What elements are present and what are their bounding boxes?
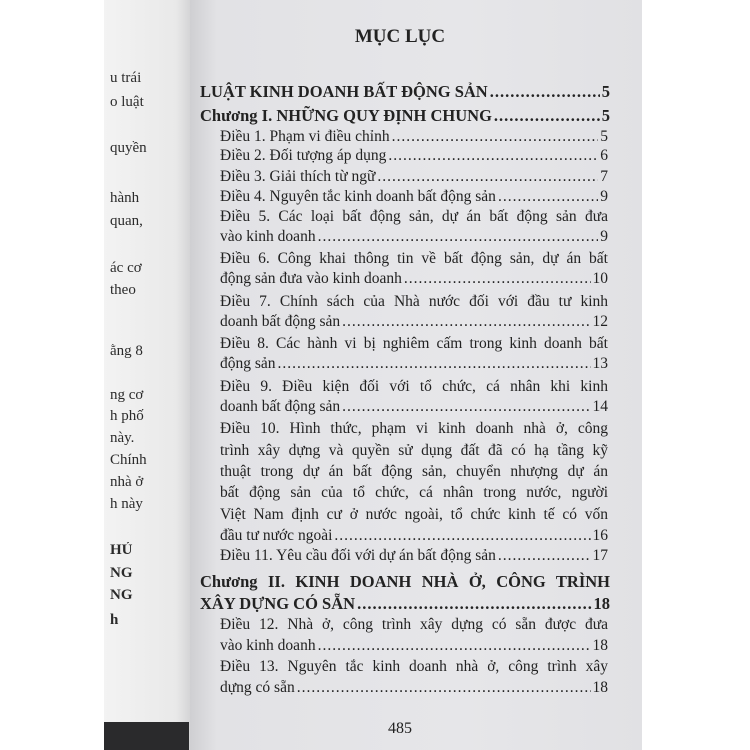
toc-line <box>220 462 608 482</box>
left-page-text-fragment: u trái <box>110 70 142 86</box>
toc-entry-text: bất động sản của tổ chức, cá nhân trong nước, người <box>220 484 608 501</box>
toc-entry-text: động sản <box>220 355 276 372</box>
toc-page-number: 18 <box>593 594 610 613</box>
toc-entry-text: Điều 7. Chính sách của Nhà nước đối với đầu tư kinh <box>220 293 608 310</box>
toc-page-number: 16 <box>592 527 608 544</box>
left-page-text-fragment: quyền <box>110 140 147 156</box>
toc-entry-text: XÂY DỰNG CÓ SẴN <box>200 594 356 613</box>
toc-page-number: 14 <box>592 398 608 415</box>
toc-line <box>220 546 608 566</box>
dot-leader <box>498 546 591 566</box>
page-number: 485 <box>388 720 412 737</box>
toc-entry-text: Điều 5. Các loại bất động sản, dự án bất động sản đưa <box>220 208 608 225</box>
toc-line <box>220 187 608 207</box>
left-page-text-fragment: ng cơ <box>110 387 144 403</box>
dot-leader <box>278 354 591 374</box>
dot-leader <box>297 678 591 698</box>
toc-line <box>220 207 608 227</box>
toc-entry-text: vào kinh doanh <box>220 637 316 654</box>
toc-line <box>200 106 610 126</box>
toc-line <box>220 227 608 247</box>
toc-entry-text: thuật trong dự án bất động sản, chuyển nhượng dự án <box>220 463 608 480</box>
toc-entry-text: Điều 2. Đối tượng áp dụng <box>220 147 387 164</box>
left-page-text-fragment: ác cơ <box>110 260 142 276</box>
toc-line <box>220 636 608 656</box>
toc-page-number: 5 <box>601 82 610 101</box>
toc-line <box>220 441 608 461</box>
toc-line <box>200 82 610 102</box>
dot-leader <box>494 106 600 126</box>
toc-line <box>220 419 608 439</box>
left-page-text-fragment: ằng 8 <box>110 343 143 359</box>
left-page-text-fragment: h <box>110 612 119 628</box>
left-page <box>104 0 194 750</box>
page-title: MỤC LỤC <box>354 26 446 47</box>
toc-entry-text: Điều 10. Hình thức, phạm vi kinh doanh nhà ở, công <box>220 420 608 437</box>
toc-line <box>220 354 608 374</box>
toc-line <box>220 249 608 269</box>
dot-leader <box>357 594 591 614</box>
toc-line <box>220 377 608 397</box>
toc-page-number: 13 <box>592 355 608 372</box>
dot-leader <box>334 526 590 546</box>
left-page-text-fragment: nhà ở <box>110 474 144 490</box>
toc-entry-text: Chương I. NHỮNG QUY ĐỊNH CHUNG <box>200 106 492 125</box>
toc-page-number: 10 <box>592 270 608 287</box>
toc-entry-text: Điều 11. Yêu cầu đối với dự án bất động sản <box>220 547 496 564</box>
left-page-text-fragment: HỦ <box>110 542 133 558</box>
toc-page-number: 17 <box>592 547 608 564</box>
dot-leader <box>392 127 599 147</box>
toc-entry-text: dựng có sẵn <box>220 679 295 696</box>
toc-line <box>220 657 608 677</box>
toc-page-number: 9 <box>600 188 608 205</box>
toc-entry-text: vào kinh doanh <box>220 228 316 245</box>
toc-page-number: 6 <box>600 147 608 164</box>
toc-entry-text: Điều 13. Nguyên tắc kinh doanh nhà ở, công trình xây <box>220 658 608 675</box>
toc-line <box>220 615 608 635</box>
toc-page-number: 5 <box>601 106 610 125</box>
left-page-text-fragment: NG <box>110 565 133 581</box>
toc-line <box>220 483 608 503</box>
dot-leader <box>342 397 590 417</box>
toc-page-number: 18 <box>592 637 608 654</box>
toc-page-number: 5 <box>600 128 608 145</box>
toc-entry-text: Điều 12. Nhà ở, công trình xây dựng có sẵn được đưa <box>220 616 608 633</box>
toc-line <box>220 505 608 525</box>
toc-line <box>220 678 608 698</box>
toc-line <box>220 334 608 354</box>
dot-leader <box>342 312 590 332</box>
toc-entry-text: LUẬT KINH DOANH BẤT ĐỘNG SẢN <box>200 82 488 101</box>
toc-line <box>220 312 608 332</box>
toc-entry-text: Điều 3. Giải thích từ ngữ <box>220 168 376 185</box>
toc-line <box>220 167 608 187</box>
toc-entry-text: Điều 8. Các hành vi bị nghiêm cấm trong kinh doanh bất <box>220 335 608 352</box>
left-page-text-fragment: h phố <box>110 408 144 424</box>
dot-leader <box>318 227 599 247</box>
toc-line <box>220 269 608 289</box>
left-page-text-fragment: o luật <box>110 94 144 110</box>
left-page-text-fragment: quan, <box>110 213 143 229</box>
toc-entry-text: Chương II. KINH DOANH NHÀ Ở, CÔNG TRÌNH <box>200 572 610 591</box>
toc-entry-text: trình xây dựng và quyền sử dụng đất đã có hạ tầng kỹ <box>220 442 608 459</box>
toc-line <box>220 526 608 546</box>
toc-entry-text: doanh bất động sản <box>220 313 341 330</box>
toc-page-number: 18 <box>592 679 608 696</box>
toc-line <box>220 146 608 166</box>
toc-entry-text: đầu tư nước ngoài <box>220 527 333 544</box>
toc-entry-text: Việt Nam định cư ở nước ngoài, tổ chức kinh tế có vốn <box>220 506 608 523</box>
toc-line <box>200 594 610 614</box>
toc-page-number: 7 <box>600 168 608 185</box>
toc-entry-text: Điều 4. Nguyên tắc kinh doanh bất động sản <box>220 188 496 205</box>
toc-line <box>220 292 608 312</box>
toc-entry-text: động sản đưa vào kinh doanh <box>220 270 402 287</box>
left-page-text-fragment: h này <box>110 496 143 512</box>
toc-entry-text: doanh bất động sản <box>220 398 341 415</box>
left-page-text-fragment: theo <box>110 282 136 298</box>
toc-entry-text: Điều 9. Điều kiện đối với tổ chức, cá nhân khi kinh <box>220 378 608 395</box>
toc-line <box>220 397 608 417</box>
left-page-text-fragment: hành <box>110 190 140 206</box>
toc-page-number: 12 <box>592 313 608 330</box>
dot-leader <box>318 636 591 656</box>
left-page-text-fragment: này. <box>110 430 135 446</box>
toc-page-number: 9 <box>600 228 608 245</box>
toc-entry-text: Điều 1. Phạm vi điều chỉnh <box>220 128 390 145</box>
dot-leader <box>388 146 598 166</box>
toc-line <box>200 572 610 592</box>
dot-leader <box>490 82 600 102</box>
book-cover-edge <box>104 722 189 750</box>
toc-line <box>220 127 608 147</box>
dot-leader <box>404 269 591 289</box>
toc-entry-text: Điều 6. Công khai thông tin về bất động sản, dự án bất <box>220 250 608 267</box>
dot-leader <box>498 187 598 207</box>
left-page-text-fragment: NG <box>110 587 133 603</box>
left-page-text-fragment: Chính <box>110 452 147 468</box>
dot-leader <box>377 167 598 187</box>
